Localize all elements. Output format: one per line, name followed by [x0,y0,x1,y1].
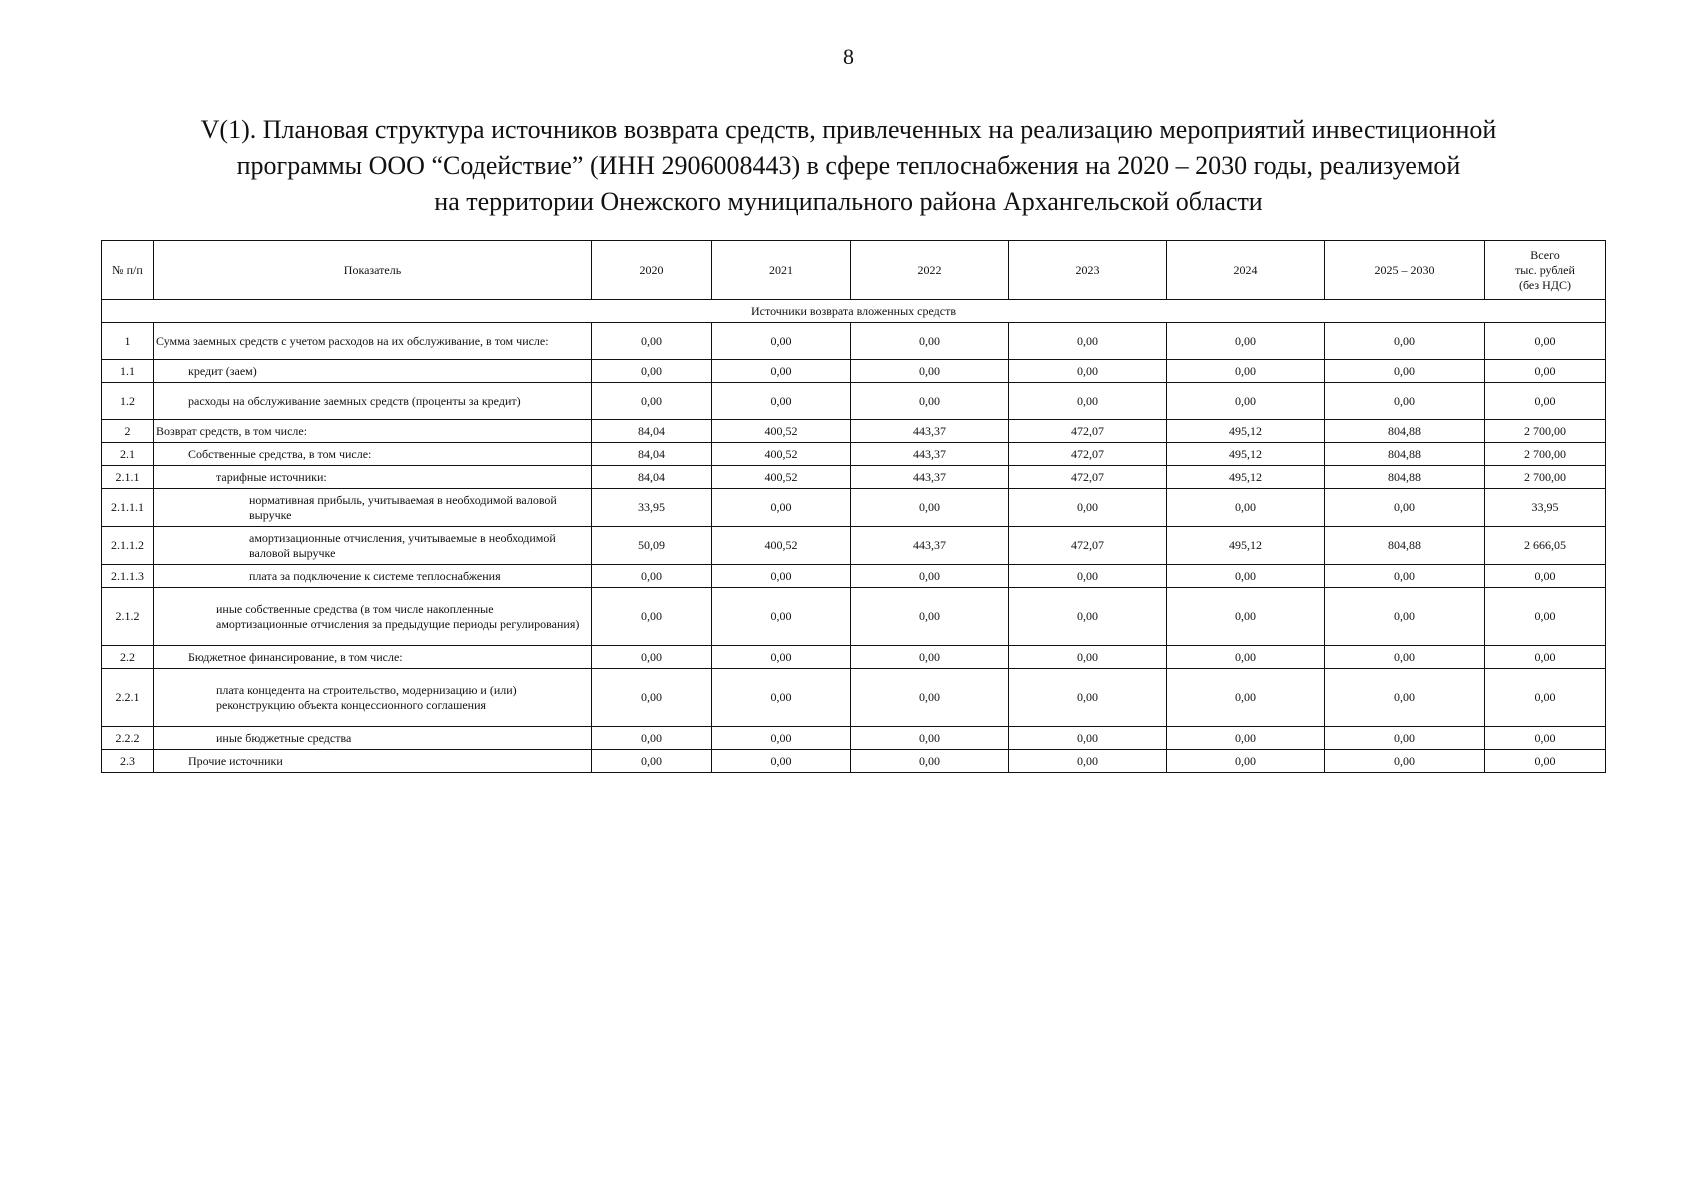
row-indicator: Бюджетное финансирование, в том числе: [154,646,592,669]
table-row [102,588,1606,646]
cell-2025-2030: 0,00 [1325,360,1485,383]
row-num: 2.1.1.3 [102,565,154,588]
cell-total: 2 666,05 [1485,527,1606,565]
cell-2023: 0,00 [1009,565,1167,588]
cell-total: 2 700,00 [1485,420,1606,443]
row-indicator: кредит (заем) [154,360,592,383]
cell-2020: 33,95 [592,489,712,527]
cell-2024: 495,12 [1167,466,1325,489]
header-2020: 2020 [592,241,712,300]
table-row [102,669,1606,727]
cell-2024: 0,00 [1167,323,1325,360]
table-row [102,750,1606,773]
cell-2022: 443,37 [851,443,1009,466]
cell-2021: 400,52 [712,466,851,489]
cell-2025-2030: 0,00 [1325,565,1485,588]
cell-2020: 0,00 [592,669,712,727]
cell-2024: 0,00 [1167,646,1325,669]
table-row [102,323,1606,360]
cell-2023: 0,00 [1009,323,1167,360]
cell-total: 0,00 [1485,383,1606,420]
cell-2022: 0,00 [851,669,1009,727]
section-title: Источники возврата вложенных средств [102,300,1606,323]
row-num: 2.2 [102,646,154,669]
table-row [102,489,1606,527]
cell-2024: 0,00 [1167,669,1325,727]
cell-2021: 0,00 [712,565,851,588]
cell-2021: 0,00 [712,360,851,383]
cell-2023: 0,00 [1009,360,1167,383]
header-2023: 2023 [1009,241,1167,300]
table-row [102,727,1606,750]
cell-2021: 0,00 [712,588,851,646]
header-total-line-1: Всего [1530,247,1560,262]
cell-2020: 0,00 [592,383,712,420]
cell-total: 0,00 [1485,588,1606,646]
cell-2021: 0,00 [712,489,851,527]
row-num: 2 [102,420,154,443]
cell-2022: 0,00 [851,646,1009,669]
cell-2021: 0,00 [712,383,851,420]
cell-2022: 0,00 [851,750,1009,773]
page-number: 8 [843,44,854,69]
cell-2021: 0,00 [712,323,851,360]
row-indicator: плата концедента на строительство, модернизацию и (или) реконструкцию объекта концессионного соглашения [154,669,592,727]
title-line-3: на территории Онежского муниципального района Архангельской области [434,187,1263,216]
cell-total: 2 700,00 [1485,443,1606,466]
section-row [102,300,1606,323]
table-row [102,646,1606,669]
cell-2023: 0,00 [1009,750,1167,773]
cell-2020: 84,04 [592,443,712,466]
header-2022: 2022 [851,241,1009,300]
row-num: 1.1 [102,360,154,383]
cell-2023: 0,00 [1009,646,1167,669]
header-num: № п/п [102,241,154,300]
header-total-line-3: (без НДС) [1518,277,1571,292]
cell-total: 2 700,00 [1485,466,1606,489]
table-row [102,466,1606,489]
cell-2022: 0,00 [851,588,1009,646]
row-num: 2.1.2 [102,588,154,646]
cell-2023: 0,00 [1009,588,1167,646]
cell-2020: 0,00 [592,588,712,646]
row-num: 2.2.1 [102,669,154,727]
cell-2023: 472,07 [1009,420,1167,443]
cell-2024: 0,00 [1167,489,1325,527]
row-num: 2.1 [102,443,154,466]
header-total [1485,241,1606,300]
cell-2021: 0,00 [712,669,851,727]
row-indicator: амортизационные отчисления, учитываемые в необходимой валовой выручке [154,527,592,565]
cell-2024: 0,00 [1167,565,1325,588]
cell-2023: 0,00 [1009,727,1167,750]
row-num: 2.1.1.2 [102,527,154,565]
title-line-1: V(1). Плановая структура источников возврата средств, привлеченных на реализацию мероприятий инвестиционной [200,115,1497,144]
cell-2020: 84,04 [592,420,712,443]
cell-2022: 0,00 [851,383,1009,420]
cell-2023: 0,00 [1009,489,1167,527]
cell-2021: 400,52 [712,420,851,443]
cell-2021: 0,00 [712,750,851,773]
cell-2023: 0,00 [1009,383,1167,420]
document-title [100,112,1597,220]
cell-2025-2030: 0,00 [1325,323,1485,360]
cell-2024: 0,00 [1167,360,1325,383]
cell-2023: 472,07 [1009,443,1167,466]
cell-2024: 495,12 [1167,527,1325,565]
header-indicator: Показатель [154,241,592,300]
cell-2024: 0,00 [1167,727,1325,750]
cell-2024: 495,12 [1167,443,1325,466]
cell-2025-2030: 804,88 [1325,527,1485,565]
cell-2020: 0,00 [592,565,712,588]
title-line-2: программы ООО “Содействие” (ИНН 2906008443) в сфере теплоснабжения на 2020 – 2030 годы, реализуемой [236,151,1461,180]
cell-2020: 84,04 [592,466,712,489]
cell-total: 0,00 [1485,750,1606,773]
cell-2022: 443,37 [851,420,1009,443]
cell-2025-2030: 804,88 [1325,443,1485,466]
cell-2024: 495,12 [1167,420,1325,443]
row-indicator: тарифные источники: [154,466,592,489]
cell-2024: 0,00 [1167,383,1325,420]
row-indicator: Возврат средств, в том числе: [154,420,592,443]
cell-2020: 0,00 [592,750,712,773]
row-num: 2.2.2 [102,727,154,750]
cell-2020: 50,09 [592,527,712,565]
table-row [102,360,1606,383]
cell-2023: 472,07 [1009,527,1167,565]
header-2024: 2024 [1167,241,1325,300]
cell-2025-2030: 0,00 [1325,588,1485,646]
cell-total: 0,00 [1485,727,1606,750]
cell-2024: 0,00 [1167,588,1325,646]
cell-2021: 400,52 [712,527,851,565]
table-header-row [102,241,1606,300]
row-num: 1.2 [102,383,154,420]
row-indicator: Прочие источники [154,750,592,773]
header-2025-2030: 2025 – 2030 [1325,241,1485,300]
cell-2025-2030: 0,00 [1325,750,1485,773]
cell-2025-2030: 0,00 [1325,669,1485,727]
cell-2021: 0,00 [712,646,851,669]
cell-total: 0,00 [1485,565,1606,588]
row-indicator: иные собственные средства (в том числе накопленные амортизационные отчисления за предыдущие периоды регулирования) [154,588,592,646]
row-indicator: Собственные средства, в том числе: [154,443,592,466]
cell-2025-2030: 0,00 [1325,646,1485,669]
cell-2022: 443,37 [851,527,1009,565]
cell-2022: 0,00 [851,360,1009,383]
cell-2022: 0,00 [851,727,1009,750]
table-row [102,420,1606,443]
cell-2024: 0,00 [1167,750,1325,773]
row-indicator: иные бюджетные средства [154,727,592,750]
cell-2021: 400,52 [712,443,851,466]
row-num: 2.1.1 [102,466,154,489]
cell-2022: 0,00 [851,565,1009,588]
cell-2022: 0,00 [851,489,1009,527]
sources-table [101,240,1606,773]
cell-2020: 0,00 [592,360,712,383]
cell-total: 0,00 [1485,360,1606,383]
cell-total: 0,00 [1485,646,1606,669]
cell-total: 33,95 [1485,489,1606,527]
cell-2022: 0,00 [851,323,1009,360]
cell-total: 0,00 [1485,669,1606,727]
cell-2020: 0,00 [592,727,712,750]
table-row [102,565,1606,588]
header-2021: 2021 [712,241,851,300]
cell-2025-2030: 804,88 [1325,420,1485,443]
cell-2021: 0,00 [712,727,851,750]
table-row [102,443,1606,466]
cell-2025-2030: 0,00 [1325,383,1485,420]
table-row [102,383,1606,420]
table-row [102,527,1606,565]
cell-2020: 0,00 [592,323,712,360]
row-num: 2.3 [102,750,154,773]
row-indicator: расходы на обслуживание заемных средств (проценты за кредит) [154,383,592,420]
cell-2023: 472,07 [1009,466,1167,489]
row-num: 1 [102,323,154,360]
row-indicator: плата за подключение к системе теплоснабжения [154,565,592,588]
cell-2020: 0,00 [592,646,712,669]
cell-2025-2030: 0,00 [1325,489,1485,527]
cell-total: 0,00 [1485,323,1606,360]
cell-2025-2030: 804,88 [1325,466,1485,489]
cell-2022: 443,37 [851,466,1009,489]
header-total-line-2: тыс. рублей [1515,262,1575,277]
cell-2023: 0,00 [1009,669,1167,727]
row-indicator: нормативная прибыль, учитываемая в необходимой валовой выручке [154,489,592,527]
cell-2025-2030: 0,00 [1325,727,1485,750]
row-indicator: Сумма заемных средств с учетом расходов на их обслуживание, в том числе: [154,323,592,360]
row-num: 2.1.1.1 [102,489,154,527]
